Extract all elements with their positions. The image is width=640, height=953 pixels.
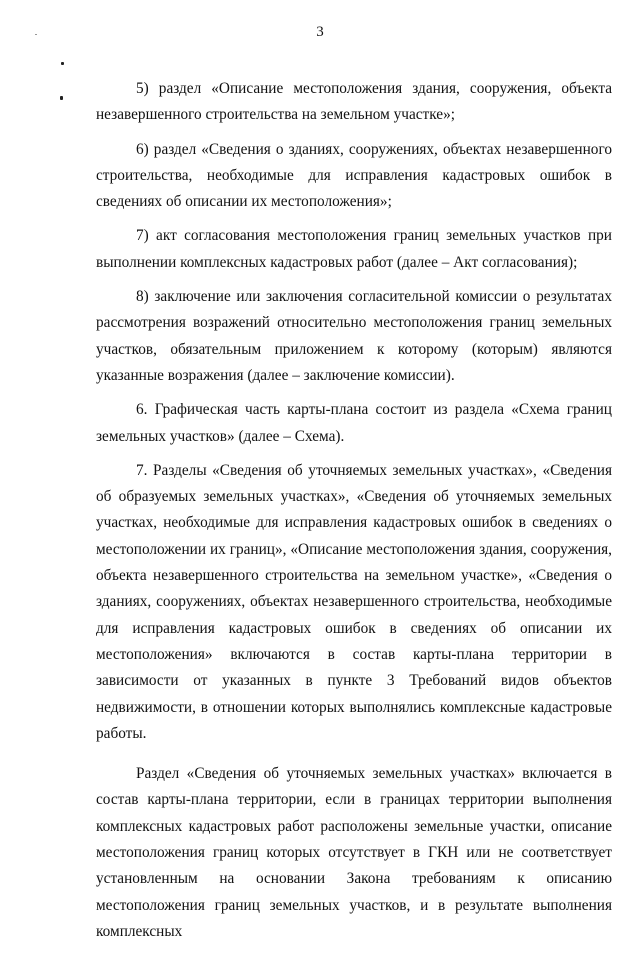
body-text — [96, 76, 612, 953]
paragraph-item-6: 6) раздел «Сведения о зданиях, сооружениях, объектах незавершенного строительства, необходимые для исправления кадастровых ошибок в сведениях об описании их местоположения»; — [96, 140, 612, 211]
scan-mark — [60, 96, 63, 100]
paragraph-item-5: 5) раздел «Описание местоположения здания, сооружения, объекта незавершенного строительства на земельном участке»; — [96, 80, 612, 124]
paragraph-item-8: 8) заключение или заключения согласительной комиссии о результатах рассмотрения возражений относительно местоположения границ земельных участков, обязательным приложением к которому (которым) являются указанные возражения (далее – заключение комиссии). — [96, 288, 612, 384]
scan-mark — [61, 62, 64, 65]
paragraph-point-6: 6. Графическая часть карты-плана состоит из раздела «Схема границ земельных участков» (далее – Схема). — [96, 401, 612, 445]
scan-mark — [35, 34, 37, 35]
paragraph-point-7: 7. Разделы «Сведения об уточняемых земельных участках», «Сведения об образуемых земельных участках», «Сведения об уточняемых земельных участках, необходимые для исправления кадастровых ошибок в сведениях о местоположении их границ», «Описание местоположения здания, сооружения, объекта незавершенного строительства на земельном участке», «Сведения о зданиях, сооружениях, объектах незавершенного строительства, необходимые для исправления кадастровых ошибок в сведениях об описании их местоположения» включаются в состав карты-плана территории в зависимости от указанных в пункте 3 Требований видов объектов недвижимости, в отношении которых выполнялись комплексные кадастровые работы. — [96, 461, 612, 742]
paragraph-section-clarified-plots: Раздел «Сведения об уточняемых земельных участках» включается в состав карты-плана территории, если в границах территории выполнения комплексных кадастровых работ расположены земельные участки, описание местоположения границ которых отсутствует в ГКН или не соответствует установленным на основании Закона требованиям к описанию местоположения границ земельных участков, и в результате выполнения комплексных — [96, 765, 612, 940]
paragraph-item-7: 7) акт согласования местоположения границ земельных участков при выполнении комплексных кадастровых работ (далее – Акт согласования); — [96, 227, 612, 271]
page-number: 3 — [316, 24, 324, 40]
